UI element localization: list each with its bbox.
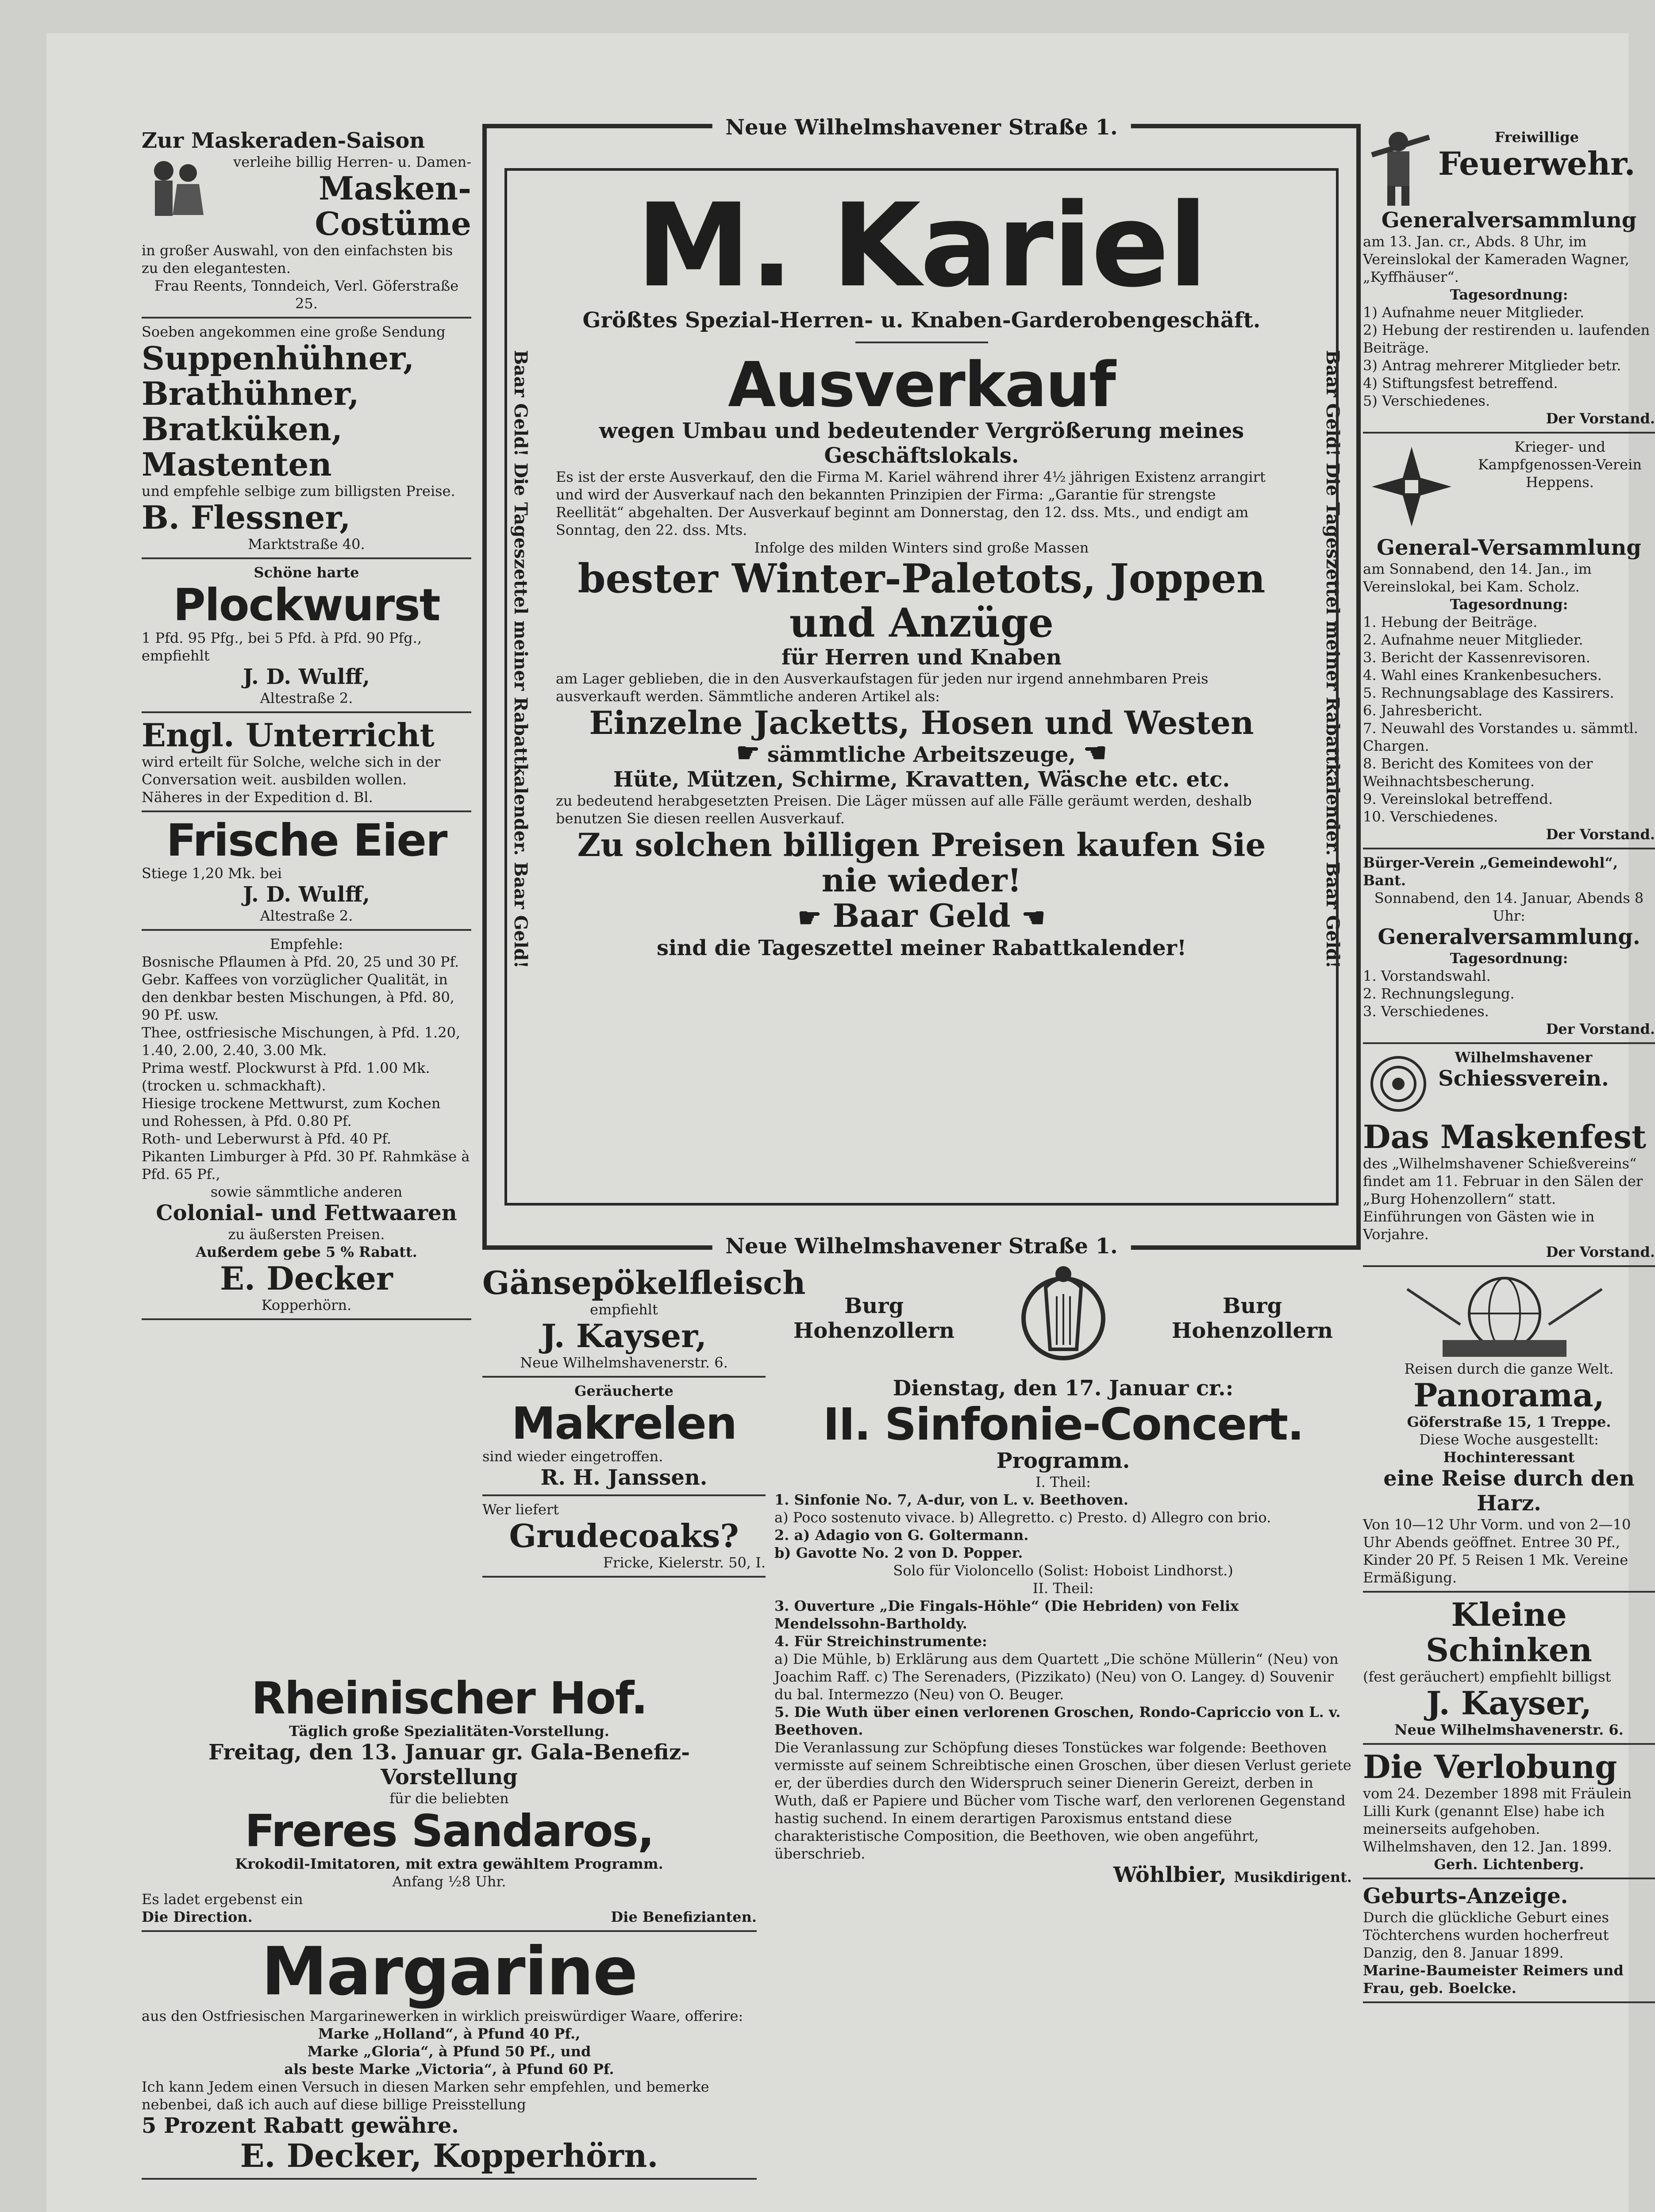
kariel-cash2: sind die Tageszettel meiner Rabattkalender! (656, 936, 1187, 960)
lyre-anchor-emblem-icon (1006, 1261, 1121, 1376)
krieger-agenda-item: 6. Jahresbericht. (1363, 702, 1483, 719)
krieger-headline: General-Versammlung (1377, 535, 1641, 560)
kariel-text3: am Lager geblieben, die in den Ausverkaufstagen für jeden nur irgend annehmbaren Preis ausverkauft werden. Sämmtliche anderen Artikel als: (556, 670, 1209, 705)
plockwurst-ad (142, 559, 471, 713)
flessner-intro: Soeben angekommen eine große Sendung (142, 323, 446, 340)
rheinischer-invite: Es ladet ergebenst ein (142, 1891, 303, 1908)
kariel-street-top: Neue Wilhelmshavener Straße 1. (712, 115, 1131, 140)
feuerwehr-ad (1363, 124, 1655, 434)
kayser-ad (482, 1261, 806, 1378)
kariel-side-left: Baar Geld! Die Tageszettel meiner Rabattkalender. Baar Geld! (510, 349, 531, 969)
rheinischer-line1: Täglich große Spezialitäten-Vorstellung. (289, 1723, 609, 1740)
kariel-tagline: Größtes Spezial-Herren- u. Knaben-Garderobengeschäft. (582, 308, 1261, 333)
masken-detail: in großer Auswahl, von den einfachsten bis zu den elegantesten. (142, 242, 453, 276)
eier-headline: Frische Eier (166, 814, 447, 866)
concert-item: a) Poco sostenuto vivace. b) Allegretto. c) Presto. d) Allegro con brio. (774, 1509, 1271, 1526)
schiess-ad (1363, 1044, 1655, 1267)
gemeindewohl-ad (1363, 849, 1655, 1044)
decker-item: Außerdem gebe 5 % Rabatt. (196, 1244, 417, 1260)
flessner-outro: und empfehle selbige zum billigsten Preise. (142, 483, 455, 499)
geburt-headline: Geburts-Anzeige. (1363, 1884, 1568, 1909)
margarine-mark: Marke „Holland“, à Pfund 40 Pf., (318, 2025, 581, 2042)
krieger-agenda-item: 1. Hebung der Beiträge. (1363, 614, 1538, 630)
decker-item: zu äußersten Preisen. (228, 1226, 385, 1243)
kariel-side-right: Baar Geld! Die Tageszettel meiner Rabattkalender. Baar Geld! (1322, 349, 1343, 969)
newspaper-page (46, 33, 1655, 2212)
masken-ad (142, 124, 471, 319)
flessner-address: Marktstraße 40. (248, 536, 365, 553)
left-column (142, 124, 471, 1320)
feuerwehr-title: Generalversammlung (1381, 208, 1637, 233)
gemeindewohl-text: Sonnabend, den 14. Januar, Abends 8 Uhr: (1374, 890, 1644, 924)
divider (855, 342, 988, 343)
kariel-cash-line (556, 898, 1287, 936)
feuerwehr-headline: Feuerwehr. (1438, 145, 1636, 182)
krieger-agenda-title: Tagesordnung: (1450, 596, 1568, 613)
decker-item: Hiesige trockene Mettwurst, zum Kochen und Rohessen, à Pfd. 0.80 Pf. (142, 1095, 441, 1129)
plockwurst-headline: Plockwurst (173, 579, 440, 631)
decker-item: Pikanten Limburger à Pfd. 30 Pf. Rahmkäse à Pfd. 65 Pf., (142, 1148, 470, 1183)
flessner-item: Brathühner, (142, 375, 359, 412)
target-emblem-icon (1363, 1048, 1434, 1119)
kayser-headline: Gänsepökelfleisch (482, 1264, 806, 1302)
unterricht-ad (142, 713, 471, 812)
plockwurst-intro: Schöne harte (254, 564, 359, 581)
masken-title: Zur Maskeraden-Saison (142, 128, 425, 153)
flessner-ad (142, 319, 471, 559)
rheinischer-left-sig: Die Direction. (142, 1909, 253, 1925)
kariel-ad (482, 115, 1361, 1259)
rheinischer-line3: für die beliebten (389, 1790, 509, 1807)
decker-name: E. Decker (220, 1260, 393, 1297)
panorama-address: Göferstraße 15, 1 Treppe. (1407, 1413, 1611, 1430)
kariel-sale: Ausverkauf (728, 349, 1115, 421)
panorama-globe-text: Reisen durch die ganze Welt. (1404, 1360, 1614, 1377)
masken-headline: Masken-Costüme (315, 169, 471, 242)
concert-item: 4. Für Streichinstrumente: (774, 1633, 987, 1650)
schiess-headline: Schiessverein. (1438, 1066, 1609, 1091)
pointing-hand-icon: ☚ (1083, 737, 1107, 768)
concert-item: a) Die Mühle, b) Erklärung aus dem Quartett „Die schöne Müllerin“ (Neu) von Joachim Raff. c) The Serenaders, (Pizzikato) (Neu) von O. Langey. d) Souvenir du bal. Intermezzo (Neu) von O. Beuger. (774, 1651, 1339, 1703)
concert-item: 3. Ouverture „Die Fingals-Höhle“ (Die Hebriden) von Felix Mendelssohn-Bartholdy. (774, 1598, 1239, 1632)
feuerwehr-agenda-item: 2) Hebung der restirenden u. laufenden Beiträge. (1363, 322, 1650, 356)
decker-item: Colonial- und Fettwaaren (156, 1201, 457, 1225)
eier-name: J. D. Wulff, (243, 882, 370, 907)
plockwurst-name: J. D. Wulff, (243, 664, 370, 689)
margarine-mark: Marke „Gloria“, à Pfund 50 Pf., und (307, 2043, 591, 2060)
gemeindewohl-agenda-item: 2. Rechnungslegung. (1363, 985, 1515, 1002)
concert-header (774, 1261, 1352, 1376)
kayser-text: empfiehlt (590, 1301, 658, 1318)
margarine-name: E. Decker, Kopperhörn. (240, 2137, 658, 2174)
concert-item: 5. Die Wuth über einen verlorenen Groschen, Rondo-Capriccio von L. v. Beethoven. (774, 1704, 1341, 1738)
kariel-items: Einzelne Jacketts, Hosen und Westen (589, 704, 1254, 741)
gemeindewohl-agenda-item: 3. Verschiedenes. (1363, 1003, 1489, 1020)
feuerwehr-agenda-title: Tagesordnung: (1450, 286, 1568, 303)
plockwurst-address: Altestraße 2. (260, 690, 353, 707)
firefighter-illustration-icon (1363, 128, 1434, 208)
verlobung-headline: Die Verlobung (1363, 1748, 1617, 1786)
gemeindewohl-agenda-item: 1. Vorstandswahl. (1363, 968, 1491, 984)
plockwurst-text: 1 Pfd. 95 Pfg., bei 5 Pfd. à Pfd. 90 Pfg., empfiehlt (142, 630, 422, 664)
margarine-headline: Margarine (261, 1933, 637, 2010)
feuerwehr-agenda-item: 1) Aufnahme neuer Mitglieder. (1363, 304, 1585, 321)
decker-place: Kopperhörn. (261, 1297, 352, 1313)
concert-conductor-line (774, 1863, 1352, 1887)
rheinischer-line4: Krokodil-Imitatoren, mit extra gewähltem Programm. (235, 1855, 663, 1872)
schinken-headline: Kleine Schinken (1426, 1596, 1592, 1669)
panorama-line3: eine Reise durch den Harz. (1383, 1466, 1635, 1516)
verlobung-text: vom 24. Dezember 1898 mit Fräulein Lilli Kurk (genannt Else) habe ich meinerseits aufgehoben. (1363, 1785, 1632, 1837)
kariel-inner (504, 168, 1339, 1206)
pointing-hand-icon: ☛ (736, 737, 760, 768)
concert-part1: I. Theil: (1035, 1474, 1091, 1490)
decker-item: sowie sämmtliche anderen (210, 1183, 403, 1200)
schiess-small: Wilhelmshavener (1455, 1049, 1593, 1066)
decker-item: Roth- und Leberwurst à Pfd. 40 Pf. (142, 1130, 392, 1147)
feuerwehr-small: Freiwillige (1494, 129, 1579, 146)
geburt-ad (1363, 1879, 1655, 2003)
rheinischer-line2: Freitag, den 13. Januar gr. Gala-Benefiz-Vorstellung (208, 1740, 690, 1790)
concert-date: Dienstag, den 17. Januar cr.: (893, 1376, 1234, 1401)
krieger-agenda-item: 10. Verschiedenes. (1363, 808, 1498, 825)
kariel-reason: wegen Umbau und bedeutender Vergrößerung meines Geschäftslokals. (599, 419, 1244, 468)
krieger-sig: Der Vorstand. (1546, 826, 1655, 843)
geburt-name: Marine-Baumeister Reimers und Frau, geb. Boelcke. (1363, 1962, 1624, 1997)
feuerwehr-agenda-item: 5) Verschiedenes. (1363, 392, 1490, 409)
coaks-text: Fricke, Kielerstr. 50, I. (603, 1554, 766, 1571)
kariel-items3: Hüte, Mützen, Schirme, Kravatten, Wäsche etc. etc. (613, 767, 1230, 792)
decker-item: Prima westf. Plockwurst à Pfd. 1.00 Mk. (trocken u. schmackhaft). (142, 1060, 430, 1094)
krieger-agenda-item: 4. Wahl eines Krankenbesuchers. (1363, 667, 1602, 684)
eier-address: Altestraße 2. (260, 907, 353, 924)
gemeindewohl-agenda-title: Tagesordnung: (1450, 950, 1568, 967)
kariel-cash: Baar Geld (832, 897, 1011, 934)
krieger-text: am Sonnabend, den 14. Jan., im Vereinslokal, bei Kam. Scholz. (1363, 561, 1592, 595)
flessner-item: Suppenhühner, (142, 339, 415, 377)
margarine-text: Ich kann Jedem einen Versuch in diesen Marken sehr empfehlen, und bemerke nebenbei, daß ich auch auf diese billige Preisstellung (142, 2078, 709, 2113)
geburt-text: Durch die glückliche Geburt eines Töchterchens wurden hocherfreut Danzig, den 8. Januar 1899. (1363, 1909, 1609, 1961)
concert-programm: Programm. (996, 1448, 1130, 1473)
margarine-mark: als beste Marke „Victoria“, à Pfund 60 Pf. (284, 2061, 614, 2078)
schinken-ad (1363, 1593, 1655, 1745)
concert-note: Die Veranlassung zur Schöpfung dieses Tonstückes war folgende: Beethoven vermisste auf seinem Schreibtische einen Groschen, über diesen Verlust geriete er, der überdies durch den Widerspruch seiner Dienerin Gereizt, derben in Wuth, daß er Papiere und Bücher vom Tische warf, den verlorenen Gegenstand hastig suchend. In einem derartigen Paroxismus entstand diese charakteristische Composition, die Beethoven, wie oben angeführt, überschrieb. (774, 1739, 1351, 1862)
verlobung-name: Gerh. Lichtenberg. (1434, 1856, 1584, 1873)
schinken-name: J. Kayser, (1426, 1684, 1592, 1722)
masken-signature: Frau Reents, Tonndeich, Verl. Göferstraße 25. (154, 277, 459, 312)
kariel-name: M. Kariel (636, 179, 1207, 313)
decker-list-ad (142, 931, 471, 1320)
decker-item: Gebr. Kaffees von vorzüglicher Qualität, in den denkbar besten Mischungen, à Pfd. 80, 90 Pf. usw. (142, 971, 454, 1023)
concert-headline: II. Sinfonie-Concert. (823, 1398, 1304, 1450)
krieger-ad (1363, 434, 1655, 849)
krieger-agenda-item: 5. Rechnungsablage des Kassirers. (1363, 684, 1614, 701)
panorama-ad (1363, 1267, 1655, 1593)
masken-text: verleihe billig Herren- u. Damen- (233, 154, 471, 170)
krieger-agenda-item: 8. Bericht des Komitees von der Weihnachtsbescherung. (1363, 755, 1593, 790)
concert-item: 1. Sinfonie No. 7, A-dur, von L. v. Beethoven. (774, 1491, 1128, 1508)
margarine-rebate: 5 Prozent Rabatt gewähre. (142, 2113, 459, 2138)
panorama-headline: Panorama, (1413, 1376, 1605, 1414)
kariel-slogan: Zu solchen billigen Preisen kaufen Sie nie wieder! (577, 826, 1266, 899)
schinken-text: (fest geräuchert) empfiehlt billigst (1363, 1668, 1611, 1685)
gemeindewohl-headline: Bürger-Verein „Gemeindewohl“, Bant. (1363, 854, 1618, 889)
gemeindewohl-sig: Der Vorstand. (1546, 1021, 1655, 1037)
eier-text: Stiege 1,20 Mk. bei (142, 865, 282, 882)
verlobung-ad (1363, 1745, 1655, 1879)
makrelen-text: sind wieder eingetroffen. (482, 1448, 663, 1465)
makrelen-ad (482, 1378, 766, 1496)
flessner-item: Mastenten (142, 445, 332, 483)
krieger-agenda-item: 9. Vereinslokal betreffend. (1363, 791, 1553, 807)
kariel-text1: Es ist der erste Ausverkauf, den die Firma M. Kariel während ihrer 4½ jährigen Existenz arrangirt und wird der Ausverkauf nach den bekannten Prinzipien der Firma: „Garantie für strengste Reellität“ abgehalten. Der Ausverkauf beginnt am Donnerstag, den 12. dss. Mts., und endigt am Sonntag, den 22. dss. Mts. (556, 469, 1266, 538)
rheinischer-headline: Rheinischer Hof. (251, 1672, 647, 1724)
kariel-for: für Herren und Knaben (781, 645, 1062, 670)
eier-ad (142, 812, 471, 931)
panorama-line2: Hochinteressant (1443, 1449, 1575, 1466)
feuerwehr-agenda-item: 4) Stiftungsfest betreffend. (1363, 375, 1558, 392)
kariel-street-bottom: Neue Wilhelmshavener Straße 1. (712, 1234, 1131, 1259)
feuerwehr-sig: Der Vorstand. (1546, 410, 1655, 427)
panorama-text: Von 10—12 Uhr Vorm. und von 2—10 Uhr Abends geöffnet. Entree 30 Pf., Kinder 20 Pf. 5 Reisen 1 Mk. Vereine Ermäßigung. (1363, 1516, 1631, 1586)
rheinischer-ad (142, 1670, 757, 1932)
makrelen-intro: Geräucherte (574, 1382, 674, 1399)
kariel-items2 (556, 737, 1287, 768)
makrelen-headline: Makrelen (512, 1398, 736, 1449)
krieger-title: Krieger- und Kampfgenossen-Verein Heppens. (1478, 438, 1642, 491)
schiess-sig: Der Vorstand. (1546, 1244, 1655, 1260)
panorama-line1: Diese Woche ausgestellt: (1419, 1431, 1599, 1448)
concert-ad (774, 1261, 1352, 1887)
margarine-intro: aus den Ostfriesischen Margarinewerken in wirklich preiswürdiger Waare, offerire: (142, 2008, 743, 2024)
kayser-address: Neue Wilhelmshavenerstr. 6. (520, 1354, 728, 1371)
concert-item: 2. a) Adagio von G. Goltermann. (774, 1527, 1029, 1544)
rheinischer-artists: Freres Sandaros, (245, 1805, 654, 1857)
globe-with-flags-icon (1363, 1271, 1646, 1360)
unterricht-headline: Engl. Unterricht (142, 716, 435, 754)
concert-conductor: Wöhlbier, (1113, 1863, 1227, 1887)
couple-illustration-icon (142, 153, 208, 219)
feuerwehr-text: am 13. Jan. cr., Abds. 8 Uhr, im Vereinslokal der Kameraden Wagner, „Kyffhäuser“. (1363, 233, 1629, 285)
concert-item: b) Gavotte No. 2 von D. Popper. (774, 1544, 1023, 1561)
krieger-agenda-item: 3. Bericht der Kassenrevisoren. (1363, 649, 1590, 666)
concert-item: Solo für Violoncello (Solist: Hoboist Lindhorst.) (893, 1562, 1233, 1579)
unterricht-text: wird erteilt für Solche, welche sich in der Conversation weit. ausbilden wollen. Näheres in der Expedition d. Bl. (142, 753, 441, 806)
margarine-ad (142, 1932, 757, 2180)
right-column (1363, 124, 1655, 2003)
schinken-address: Neue Wilhelmshavenerstr. 6. (1394, 1721, 1624, 1738)
burg-left: Burg Hohenzollern (793, 1294, 955, 1343)
burg-right: Burg Hohenzollern (1171, 1294, 1333, 1343)
rheinischer-right-sig: Die Benefizianten. (611, 1909, 757, 1925)
kariel-items2-text: sämmtliche Arbeitszeuge, (767, 742, 1076, 767)
krieger-agenda-item: 7. Neuwahl des Vorstandes u. sämmtl. Chargen. (1363, 720, 1638, 754)
kariel-headline2: bester Winter-Paletots, Joppen und Anzüge (577, 555, 1266, 646)
schiess-title: Das Maskenfest (1363, 1118, 1647, 1156)
feuerwehr-agenda-item: 3) Antrag mehrerer Mitglieder betr. (1363, 357, 1621, 374)
flessner-name: B. Flessner, (142, 499, 351, 536)
verlobung-place: Wilhelmshaven, den 12. Jan. 1899. (1363, 1838, 1612, 1855)
iron-cross-icon (1363, 438, 1460, 535)
kayser-name: J. Kayser, (541, 1317, 707, 1355)
pointing-hand-icon: ☚ (1021, 902, 1046, 933)
concert-conductor-title: Musikdirigent. (1234, 1869, 1352, 1886)
small-ads-column (482, 1261, 806, 1578)
coaks-ad (482, 1496, 766, 1578)
rheinischer-start: Anfang ½8 Uhr. (392, 1873, 506, 1890)
flessner-item: Bratküken, (142, 410, 343, 448)
left-lower (142, 1670, 757, 2180)
coaks-headline: Grudecoaks? (509, 1517, 739, 1555)
coaks-intro: Wer liefert (482, 1501, 559, 1518)
pointing-hand-icon: ☛ (797, 902, 822, 933)
schiess-text: des „Wilhelmshavener Schießvereins“ findet am 11. Februar in den Sälen der „Burg Hohenzollern“ statt. Einführungen von Gästen wie in Vorjahre. (1363, 1155, 1643, 1243)
gemeindewohl-title: Generalversammlung. (1378, 925, 1640, 949)
krieger-agenda-item: 2. Aufnahme neuer Mitglieder. (1363, 631, 1583, 648)
decker-item: Bosnische Pflaumen à Pfd. 20, 25 und 30 Pf. (142, 953, 459, 970)
decker-item: Thee, ostfriesische Mischungen, à Pfd. 1.20, 1.40, 2.00, 2.40, 3.00 Mk. (142, 1024, 461, 1059)
kariel-text4: zu bedeutend herabgesetzten Preisen. Die Läger müssen auf alle Fälle geräumt werden, deshalb benutzen Sie diesen reellen Ausverkauf. (556, 792, 1252, 827)
kariel-text2: Infolge des milden Winters sind große Massen (754, 539, 1089, 556)
decker-intro: Empfehle: (269, 936, 343, 952)
concert-part2: II. Theil: (1032, 1580, 1094, 1597)
makrelen-name: R. H. Janssen. (540, 1465, 708, 1490)
